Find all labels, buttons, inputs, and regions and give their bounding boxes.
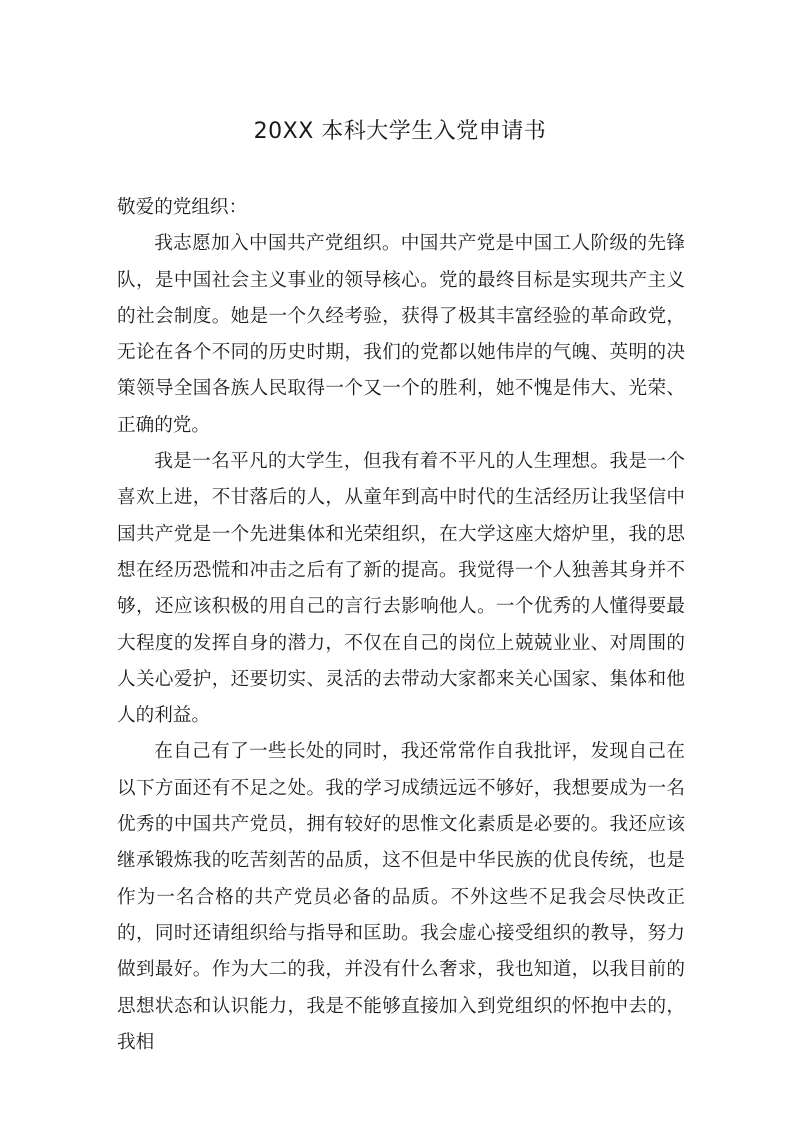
paragraph-1: 我志愿加入中国共产党组织。中国共产党是中国工人阶级的先锋队，是中国社会主义事业的领导核心。党的最终目标是实现共产主义的社会制度。她是一个久经考验，获得了极其丰富经验的革命政党，无论在各个不同的历史时期，我们的党都以她伟岸的气魄、英明的决策领导全国各族人民取得一个又一个的胜利，她不愧是伟大、光荣、正确的党。 — [117, 233, 685, 436]
document-title: 20XX 本科大学生入党申请书 — [253, 119, 547, 144]
document-body — [117, 190, 685, 1061]
paragraph-3: 在自己有了一些长处的同时，我还常常作自我批评，发现自己在以下方面还有不足之处。我的学习成绩远远不够好，我想要成为一名优秀的中国共产党员，拥有较好的思惟文化素质是必要的。我还应该继承锻炼我的吃苦刻苦的品质，这不但是中华民族的优良传统，也是作为一名合格的共产党员必备的品质。不外这些不足我会尽快改正的，同时还请组织给与指导和匡助。我会虚心接受组织的教导，努力做到最好。作为大二的我，并没有什么奢求，我也知道，以我目前的思想状态和认识能力，我是不能够直接加入到党组织的怀抱中去的，我相 — [117, 741, 685, 1053]
paragraph-2: 我是一名平凡的大学生，但我有着不平凡的人生理想。我是一个喜欢上进，不甘落后的人，从童年到高中时代的生活经历让我坚信中国共产党是一个先进集体和光荣组织，在大学这座大熔炉里，我的思想在经历恐慌和冲击之后有了新的提高。我觉得一个人独善其身并不够，还应该积极的用自己的言行去影响他人。一个优秀的人懂得要最大程度的发挥自身的潜力，不仅在自己的岗位上兢兢业业、对周围的人关心爱护，还要切实、灵活的去带动大家都来关心国家、集体和他人的利益。 — [117, 451, 685, 727]
salutation: 敬爱的党组织： — [117, 197, 248, 218]
